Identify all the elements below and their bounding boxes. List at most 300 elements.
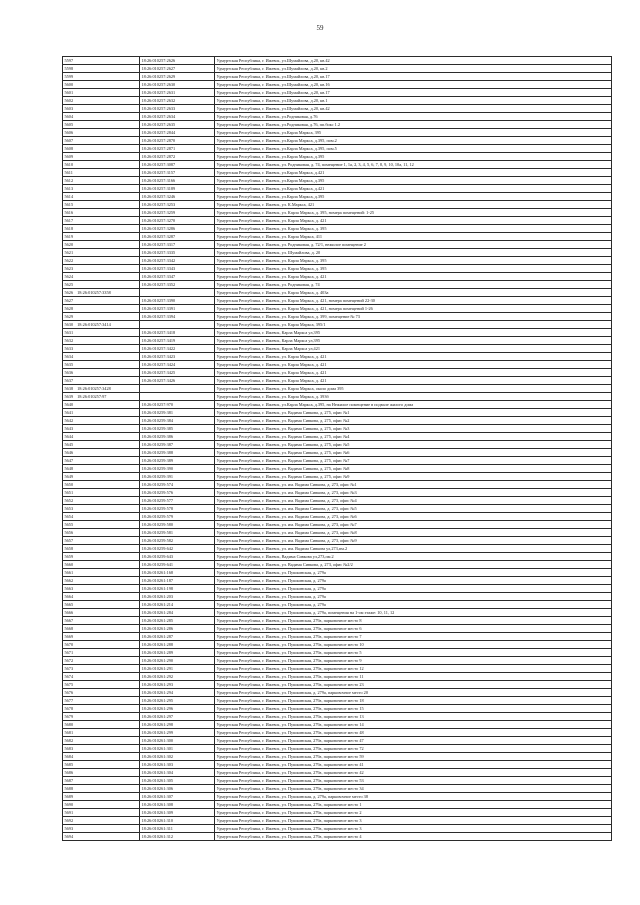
cadastral-number-cell: 18:26:010259:642 — [140, 545, 215, 553]
table-row — [63, 817, 612, 825]
address-cell: Удмуртская Республика, г. Ижевск, ул. Родниковая, д. 74 — [215, 281, 612, 289]
address-cell: Удмуртская Республика, г. Ижевск, ул. Пушкинская, 279а, парковочное место 48 — [215, 729, 612, 737]
cadastral-number-cell: 18:26:010257:3424 — [140, 361, 215, 369]
address-cell: Удмуртская Республика, г. Ижевск, ул. Карла Маркса, 395/1 — [215, 321, 612, 329]
cadastral-number-cell: 18:26:010261:288 — [140, 641, 215, 649]
address-cell: Удмуртская Республика, г. Ижевск, ул. Пушкинская, 279а, парковочное место 9 — [215, 657, 612, 665]
table-row — [63, 825, 612, 833]
cadastral-number-cell: 18:26:010261:285 — [140, 617, 215, 625]
cadastral-number-cell: 18:26:010259:391 — [140, 473, 215, 481]
table-row — [63, 145, 612, 153]
row-number: 5638 — [64, 386, 74, 391]
row-number-cell: 5681 — [63, 729, 140, 737]
table-row — [63, 697, 612, 705]
address-cell: Удмуртская Республика, г. Ижевск, Карла Маркса ул,421 — [215, 345, 612, 353]
row-number-cell — [63, 289, 140, 297]
table-row — [63, 713, 612, 721]
cadastral-number-cell: 18:26:010257:2872 — [140, 153, 215, 161]
table-row — [63, 641, 612, 649]
address-cell: Удмуртская Республика, г. Ижевск, ул. Карла Маркса, д. 393б — [215, 393, 612, 401]
address-cell: Удмуртская Республика, г. Ижевск, ул. Карла Маркса, д. 421 — [215, 217, 612, 225]
cadastral-number-cell: 18:26:010257:2633 — [140, 105, 215, 113]
cadastral-number-cell: 18:26:010257:3419 — [140, 337, 215, 345]
row-number-cell: 5685 — [63, 761, 140, 769]
table-row — [63, 377, 612, 385]
cadastral-number-cell: 18:26:010259:390 — [140, 465, 215, 473]
cadastral-number-cell: 18:26:010261:304 — [140, 769, 215, 777]
cadastral-number-cell: 18:26:010257:3335 — [140, 249, 215, 257]
address-cell: Удмуртская Республика, г. Ижевск, ул. Пушкинская, д. 279а — [215, 601, 612, 609]
row-number-cell: 5614 — [63, 193, 140, 201]
row-number-cell: 5603 — [63, 105, 140, 113]
table-row — [63, 553, 612, 561]
cadastral-number-cell: 18:26:010257:3418 — [140, 329, 215, 337]
cadastral-number-cell: 18:26:010259:578 — [140, 505, 215, 513]
cadastral-number-cell: 18:26:010261:294 — [140, 689, 215, 697]
address-cell: Удмуртская Республика, г. Ижевск, ул. Вадима Сивкова, д. 275, офис №8 — [215, 465, 612, 473]
cadastral-number-cell: 18:26:010261:297 — [140, 713, 215, 721]
table-row — [63, 745, 612, 753]
row-number-cell: 5648 — [63, 465, 140, 473]
table-row — [63, 625, 612, 633]
row-number-cell: 5656 — [63, 529, 140, 537]
address-cell: Удмуртская Республика, г. Ижевск, ул. им. Вадима Сивкова, д. 273, офис №8 — [215, 529, 612, 537]
cadastral-number-cell: 18:26:010257:3317 — [140, 241, 215, 249]
table-row — [63, 201, 612, 209]
row-number-cell: 5665 — [63, 601, 140, 609]
row-number-cell: 5609 — [63, 153, 140, 161]
table-row — [63, 769, 612, 777]
address-cell: Удмуртская Республика, г. Ижевск, ул. Вадима Сивкова, д. 273, офис №2/2 — [215, 561, 612, 569]
table-row — [63, 129, 612, 137]
address-cell: Удмуртская Республика, г. Ижевск, ул. им. Вадима Сивкова, д. 273, офис №9 — [215, 537, 612, 545]
register-table — [62, 56, 612, 841]
cadastral-number-cell: 18:26:010261:292 — [140, 673, 215, 681]
row-number-cell: 5645 — [63, 441, 140, 449]
address-cell: Удмуртская Республика, г. Ижевск, ул. Карла Маркса, д. 421, номера помещений 22-30 — [215, 297, 612, 305]
address-cell: Удмуртская Республика, г. Ижевск, ул. Вадима Сивкова, д. 275, офис №7 — [215, 457, 612, 465]
row-number-cell: 5688 — [63, 785, 140, 793]
cadastral-number: 18:26:010257:3428 — [77, 386, 111, 391]
row-number-cell: 5661 — [63, 569, 140, 577]
address-cell: Удмуртская Республика, г. Ижевск, ул. Вадима Сивкова, д. 275, офис №9 — [215, 473, 612, 481]
address-cell: Удмуртская Республика, г. Ижевск, ул. Карла Маркса, д. 421 — [215, 369, 612, 377]
row-number-cell: 5624 — [63, 273, 140, 281]
table-row — [63, 729, 612, 737]
cadastral-number-cell: 18:26:010259:574 — [140, 481, 215, 489]
row-number-cell: 5668 — [63, 625, 140, 633]
table-row — [63, 489, 612, 497]
row-number-cell: 5605 — [63, 121, 140, 129]
cadastral-number-cell: 18:26:010257:3286 — [140, 225, 215, 233]
cadastral-number-cell: 18:26:010259:386 — [140, 433, 215, 441]
table-row — [63, 601, 612, 609]
cadastral-number-cell: 18:26:010257:3425 — [140, 369, 215, 377]
table-row — [63, 465, 612, 473]
table-row — [63, 337, 612, 345]
cadastral-number-cell: 18:26:010261:307 — [140, 793, 215, 801]
cadastral-number: 18:26:010257:3358 — [77, 290, 111, 295]
table-row — [63, 369, 612, 377]
table-row — [63, 137, 612, 145]
address-cell: Удмуртская Республика, г. Ижевск, ул. им. Вадима Сивкова, д. 273, офис №1 — [215, 481, 612, 489]
table-row — [63, 417, 612, 425]
address-cell: Удмуртская Республика, г. Ижевск, ул.Карла Маркса, д.395 — [215, 177, 612, 185]
address-cell: Удмуртская Республика, г. Ижевск, ул.Карла Маркса, д.395 — [215, 153, 612, 161]
cadastral-number-cell: 18:26:010261:309 — [140, 809, 215, 817]
table-row — [63, 73, 612, 81]
address-cell: Удмуртская Республика, г. Ижевск, ул. Карла Маркса, д. 421 — [215, 353, 612, 361]
row-number-cell: 5658 — [63, 545, 140, 553]
row-number-cell: 5640 — [63, 401, 140, 409]
row-number-cell — [63, 321, 140, 329]
address-cell: Удмуртская Республика, г. Ижевск, ул. Пушкинская, д. 279а — [215, 569, 612, 577]
table-row — [63, 209, 612, 217]
address-cell: Удмуртская Республика, г. Ижевск, ул.Шумайлова, д.20, кв.42 — [215, 57, 612, 65]
address-cell: Удмуртская Республика, г. Ижевск, ул. Пушкинская, 279а, парковочное место 3 — [215, 825, 612, 833]
address-cell: Удмуртская Республика, г. Ижевск, ул. Пушкинская, 279а, парковочное место 5 — [215, 649, 612, 657]
row-number-cell: 5687 — [63, 777, 140, 785]
table-row — [63, 385, 612, 393]
table-row — [63, 345, 612, 353]
table-row — [63, 401, 612, 409]
cadastral-number-cell: 18:26:010261:287 — [140, 633, 215, 641]
row-number-cell: 5598 — [63, 65, 140, 73]
row-number-cell: 5618 — [63, 225, 140, 233]
row-number-cell: 5613 — [63, 185, 140, 193]
cadastral-number-cell: 18:26:010257:2871 — [140, 145, 215, 153]
cadastral-number-cell: 18:26:010257:3270 — [140, 217, 215, 225]
cadastral-number-cell: 18:26:010257:2634 — [140, 113, 215, 121]
cadastral-number-cell: 18:26:010259:576 — [140, 489, 215, 497]
address-cell: Удмуртская Республика, г. Ижевск, ул.Карла Маркса, д.395, пом.5 — [215, 145, 612, 153]
row-number-cell: 5634 — [63, 353, 140, 361]
table-row — [63, 297, 612, 305]
address-cell: Удмуртская Республика, г. Ижевск, ул. Пушкинская, д. 279а — [215, 585, 612, 593]
table-row — [63, 657, 612, 665]
address-cell: Удмуртская Республика, г. Ижевск, ул. Вадима Сивкова, д. 275, офис №3 — [215, 425, 612, 433]
table-row — [63, 81, 612, 89]
table-row — [63, 105, 612, 113]
row-number-cell: 5670 — [63, 641, 140, 649]
table-row — [63, 481, 612, 489]
cadastral-number-cell: 18:26:010257:3246 — [140, 193, 215, 201]
address-cell: Удмуртская Республика, г. Ижевск, ул. Карла Маркса, д. 395 — [215, 257, 612, 265]
cadastral-number-cell: 18:26:010257:3394 — [140, 313, 215, 321]
cadastral-number-cell: 18:26:010257:3390 — [140, 297, 215, 305]
cadastral-number-cell: 18:26:010257:3352 — [140, 281, 215, 289]
address-cell: Удмуртская Республика, г. Ижевск, ул. Шумайлова, д. 20 — [215, 249, 612, 257]
table-row — [63, 65, 612, 73]
address-cell: Удмуртская Республика, г. Ижевск, ул.Карла Маркса, д.395, пом.2 — [215, 137, 612, 145]
address-cell: Удмуртская Республика, г. Ижевск, ул. Карла Маркса, д. 421 — [215, 273, 612, 281]
row-number-cell: 5666 — [63, 609, 140, 617]
address-cell: Удмуртская Республика, г. Ижевск, ул. К.Маркса, 421 — [215, 201, 612, 209]
row-number-cell: 5680 — [63, 721, 140, 729]
table-row — [63, 529, 612, 537]
row-number-cell: 5652 — [63, 497, 140, 505]
table-row — [63, 425, 612, 433]
table-row — [63, 305, 612, 313]
table-row — [63, 89, 612, 97]
table-row — [63, 473, 612, 481]
cadastral-number-cell: 18:26:010257:3426 — [140, 377, 215, 385]
cadastral-number-cell: 18:26:010257:2626 — [140, 57, 215, 65]
table-row — [63, 681, 612, 689]
address-cell: Удмуртская Республика, г. Ижевск, ул. Карла Маркса, д. 421, номера помещений 1-26 — [215, 305, 612, 313]
cadastral-number-cell: 18:26:010257:2629 — [140, 73, 215, 81]
cadastral-number-cell: 18:26:010259:579 — [140, 513, 215, 521]
table-row — [63, 665, 612, 673]
table-row — [63, 353, 612, 361]
cadastral-number-cell: 18:26:010261:298 — [140, 721, 215, 729]
table-row — [63, 113, 612, 121]
row-number-cell: 5643 — [63, 425, 140, 433]
cadastral-number-cell: 18:26:010257:3342 — [140, 257, 215, 265]
row-number-cell: 5682 — [63, 737, 140, 745]
table-row — [63, 265, 612, 273]
row-number-cell: 5672 — [63, 657, 140, 665]
row-number-cell: 5655 — [63, 521, 140, 529]
cadastral-number-cell: 18:26:010257:3422 — [140, 345, 215, 353]
table-row — [63, 537, 612, 545]
table-row — [63, 225, 612, 233]
row-number-cell: 5604 — [63, 113, 140, 121]
row-number-cell: 5663 — [63, 585, 140, 593]
cadastral-number-cell: 18:26:010257:2631 — [140, 89, 215, 97]
row-number-cell: 5650 — [63, 481, 140, 489]
cadastral-number-cell: 18:26:010257:3157 — [140, 169, 215, 177]
row-number-cell: 5621 — [63, 249, 140, 257]
address-cell: Удмуртская Республика, г. Ижевск, ул. Пушкинская, 279а, парковочное место 3 — [215, 817, 612, 825]
address-cell: Удмуртская Республика, г. Ижевск, ул. Пушкинская, 279а, парковочное место 59 — [215, 753, 612, 761]
address-cell: Удмуртская Республика, г. Ижевск, ул. Вадима Сивкова, д. 275, офис №1 — [215, 409, 612, 417]
table-row — [63, 689, 612, 697]
address-cell: Удмуртская Республика, г. Ижевск, ул. Пушкинская, 279а, парковочное место 8 — [215, 617, 612, 625]
address-cell: Удмуртская Республика, г. Ижевск, ул. Пушкинская, 279а, парковочное место 47 — [215, 737, 612, 745]
page-number: 59 — [316, 24, 324, 32]
row-number-cell: 5676 — [63, 689, 140, 697]
address-cell: Удмуртская Республика, г. Ижевск, ул.Карла Маркса, д.421 — [215, 169, 612, 177]
row-number-cell: 5690 — [63, 801, 140, 809]
address-cell: Удмуртская Республика, г. Ижевск, ул. Пушкинская, 279а, парковочное место 10 — [215, 641, 612, 649]
row-number-cell — [63, 385, 140, 393]
table-row — [63, 153, 612, 161]
cadastral-number-cell: 18:26:010257:2844 — [140, 129, 215, 137]
register-table-body — [63, 57, 612, 841]
row-number-cell: 5679 — [63, 713, 140, 721]
row-number-cell: 5622 — [63, 257, 140, 265]
table-row — [63, 801, 612, 809]
cadastral-number-cell: 18:26:010261:312 — [140, 833, 215, 841]
table-row — [63, 233, 612, 241]
row-number-cell: 5632 — [63, 337, 140, 345]
address-cell: Удмуртская Республика, г. Ижевск, ул. Пушкинская, 279а, парковочное место 1 — [215, 801, 612, 809]
cadastral-number-cell: 18:26:010261:310 — [140, 817, 215, 825]
cadastral-number: 18:26:010257:3414 — [77, 322, 111, 327]
row-number-cell: 5691 — [63, 809, 140, 817]
cadastral-number-cell: 18:26:010257:3259 — [140, 209, 215, 217]
address-cell: Удмуртская Республика, г. Ижевск, ул. Пушкинская, 279а, парковочное место 14 — [215, 721, 612, 729]
table-row — [63, 609, 612, 617]
address-cell: Удмуртская Республика, г. Ижевск, ул.Шумайлова, д.20, кв.16 — [215, 81, 612, 89]
table-row — [63, 361, 612, 369]
row-number-cell: 5623 — [63, 265, 140, 273]
row-number-cell: 5615 — [63, 201, 140, 209]
row-number-cell: 5659 — [63, 553, 140, 561]
address-cell: Удмуртская Республика, г. Ижевск, ул. Карла Маркса, 411 — [215, 233, 612, 241]
row-number-cell: 5677 — [63, 697, 140, 705]
cadastral-number-cell: 18:26:010257:3189 — [140, 185, 215, 193]
row-number-cell: 5678 — [63, 705, 140, 713]
address-cell: Удмуртская Республика, г. Ижевск, ул. Пушкинская, 279а, парковочное место 4 — [215, 833, 612, 841]
table-row — [63, 793, 612, 801]
address-cell: Удмуртская Республика, г. Ижевск, ул. Вадима Сивкова, д. 275, офис №2 — [215, 417, 612, 425]
table-row — [63, 257, 612, 265]
row-number-cell: 5644 — [63, 433, 140, 441]
row-number-cell: 5601 — [63, 89, 140, 97]
address-cell: Удмуртская Республика, г. Ижевск, ул.Карла Маркса, д.395 — [215, 193, 612, 201]
table-row — [63, 441, 612, 449]
table-row — [63, 721, 612, 729]
cadastral-number-cell: 18:26:010259:387 — [140, 441, 215, 449]
address-cell: Удмуртская Республика, г. Ижевск, ул. Пушкинская, д. 279а, парковочное место 20 — [215, 689, 612, 697]
table-row — [63, 497, 612, 505]
cadastral-number-cell: 18:26:010257:3423 — [140, 353, 215, 361]
row-number-cell: 5636 — [63, 369, 140, 377]
cadastral-number-cell: 18:26:010257:970 — [140, 401, 215, 409]
row-number-cell: 5617 — [63, 217, 140, 225]
cadastral-number-cell: 18:26:010257:3343 — [140, 265, 215, 273]
address-cell: Удмуртская Республика, г. Ижевск, ул. им. Вадима Сивкова, д. 273, офис №7 — [215, 521, 612, 529]
row-number-cell: 5611 — [63, 169, 140, 177]
address-cell: Удмуртская Республика, г. Ижевск, ул. Пушкинская, 279а, парковочное место 53 — [215, 777, 612, 785]
address-cell: Удмуртская Республика, г. Ижевск, ул. Пушкинская, 279а, парковочное место 42 — [215, 769, 612, 777]
row-number-cell: 5694 — [63, 833, 140, 841]
cadastral-number-cell: 18:26:010261:291 — [140, 665, 215, 673]
row-number: 5626 — [64, 290, 74, 295]
address-cell: Удмуртская Республика, г. Ижевск, ул.Шумайлова, д.20, кв.42 — [215, 105, 612, 113]
row-number-cell: 5649 — [63, 473, 140, 481]
address-cell: Удмуртская Республика, г. Ижевск, ул. Пушкинская, 279а, парковочное место 41 — [215, 761, 612, 769]
row-number-cell: 5654 — [63, 513, 140, 521]
table-row — [63, 705, 612, 713]
row-number-cell: 5667 — [63, 617, 140, 625]
row-number-cell: 5635 — [63, 361, 140, 369]
cadastral-number-cell: 18:26:010261:295 — [140, 697, 215, 705]
row-number-cell: 5692 — [63, 817, 140, 825]
row-number-cell: 5669 — [63, 633, 140, 641]
cadastral-number-cell: 18:26:010257:3347 — [140, 273, 215, 281]
cadastral-number-cell: 18:26:010257:2870 — [140, 137, 215, 145]
row-number-cell: 5631 — [63, 329, 140, 337]
cadastral-number-cell — [140, 393, 215, 401]
table-row — [63, 313, 612, 321]
address-cell: Удмуртская Республика, г. Ижевск, ул. Пушкинская, д. 279а — [215, 593, 612, 601]
row-number-cell: 5610 — [63, 161, 140, 169]
cadastral-number-cell: 18:26:010261:303 — [140, 761, 215, 769]
address-cell: Удмуртская Республика, г. Ижевск, ул. им. Вадима Сивкова, д. 273, офис №6 — [215, 513, 612, 521]
address-cell: Удмуртская Республика, г. Ижевск, ул.Карла Маркса, д.421 — [215, 185, 612, 193]
row-number-cell: 5642 — [63, 417, 140, 425]
table-row — [63, 217, 612, 225]
cadastral-number-cell: 18:26:010261:168 — [140, 569, 215, 577]
table-row — [63, 161, 612, 169]
address-cell: Удмуртская Республика, г. Ижевск, ул.Карла Маркса, д.395, на Нежилое помещение в подвале жилого дома — [215, 401, 612, 409]
table-row — [63, 121, 612, 129]
table-row — [63, 241, 612, 249]
row-number-cell: 5641 — [63, 409, 140, 417]
table-row — [63, 585, 612, 593]
cadastral-number-cell: 18:26:010261:203 — [140, 593, 215, 601]
address-cell: Удмуртская Республика, г. Ижевск, ул. Карла Маркса, д. 403а — [215, 289, 612, 297]
row-number-cell: 5629 — [63, 313, 140, 321]
cadastral-number-cell: 18:26:010261:290 — [140, 657, 215, 665]
row-number-cell: 5620 — [63, 241, 140, 249]
table-row — [63, 673, 612, 681]
row-number-cell: 5686 — [63, 769, 140, 777]
cadastral-number-cell: 18:26:010261:300 — [140, 737, 215, 745]
table-row — [63, 249, 612, 257]
row-number-cell: 5612 — [63, 177, 140, 185]
cadastral-number-cell: 18:26:010261:214 — [140, 601, 215, 609]
address-cell: Удмуртская Республика, г. Ижевск, Вадима Сивкова ул,273,пм.2 — [215, 553, 612, 561]
address-cell: Удмуртская Республика, г. Ижевск, ул. Карла Маркса, д. 395 — [215, 265, 612, 273]
cadastral-number-cell: 18:26:010261:299 — [140, 729, 215, 737]
address-cell: Удмуртская Республика, г. Ижевск, ул. Вадима Сивкова, д. 275, офис №4 — [215, 433, 612, 441]
row-number-cell: 5628 — [63, 305, 140, 313]
address-cell: Удмуртская Республика, г. Ижевск, ул. Пушкинская, 279а, парковочное место 6 — [215, 625, 612, 633]
cadastral-number-cell: 18:26:010259:384 — [140, 417, 215, 425]
address-cell: Удмуртская Республика, г. Ижевск, ул. Пушкинская, д. 279а — [215, 577, 612, 585]
cadastral-number-cell: 18:26:010261:293 — [140, 681, 215, 689]
address-cell: Удмуртская Республика, г. Ижевск, ул. Пушкинская, 279а, парковочное место 12 — [215, 665, 612, 673]
cadastral-number-cell: 18:26:010261:286 — [140, 625, 215, 633]
cadastral-number-cell: 18:26:010257:3391 — [140, 305, 215, 313]
cadastral-number-cell: 18:26:010259:389 — [140, 457, 215, 465]
table-row — [63, 289, 612, 297]
row-number-cell: 5608 — [63, 145, 140, 153]
table-row — [63, 193, 612, 201]
table-row — [63, 409, 612, 417]
address-cell: Удмуртская Республика, г. Ижевск, ул. Пушкинская, 279а, парковочное место 13 — [215, 713, 612, 721]
address-cell: Удмуртская Республика, г. Ижевск, ул. им. Вадима Сивкова ул,273,пм.2 — [215, 545, 612, 553]
table-row — [63, 329, 612, 337]
table-row — [63, 177, 612, 185]
cadastral-number-cell: 18:26:010259:581 — [140, 529, 215, 537]
address-cell: Удмуртская Республика, г. Ижевск, ул. Родниковая, д. 72/1, нежилое помещение 2 — [215, 241, 612, 249]
row-number: 5630 — [64, 322, 74, 327]
table-row — [63, 633, 612, 641]
cadastral-number-cell: 18:26:010259:388 — [140, 449, 215, 457]
cadastral-number-cell: 18:26:010261:311 — [140, 825, 215, 833]
address-cell: Удмуртская Республика, г. Ижевск, Карла Маркса ул,395 — [215, 329, 612, 337]
table-row — [63, 809, 612, 817]
address-cell: Удмуртская Республика, г. Ижевск, ул. Вадима Сивкова, д. 275, офис №6 — [215, 449, 612, 457]
table-row — [63, 569, 612, 577]
row-number-cell: 5660 — [63, 561, 140, 569]
row-number-cell: 5606 — [63, 129, 140, 137]
row-number-cell: 5646 — [63, 449, 140, 457]
cadastral-number: 18:26:010257:97 — [77, 394, 107, 399]
row-number-cell: 5684 — [63, 753, 140, 761]
table-row — [63, 785, 612, 793]
table-row — [63, 57, 612, 65]
row-number-cell: 5599 — [63, 73, 140, 81]
address-cell: Удмуртская Республика, г. Ижевск, ул.Родниковая, д.76 — [215, 113, 612, 121]
address-cell: Удмуртская Республика, г. Ижевск, ул. Пушкинская, 279а, парковочное место 11 — [215, 673, 612, 681]
table-row — [63, 433, 612, 441]
